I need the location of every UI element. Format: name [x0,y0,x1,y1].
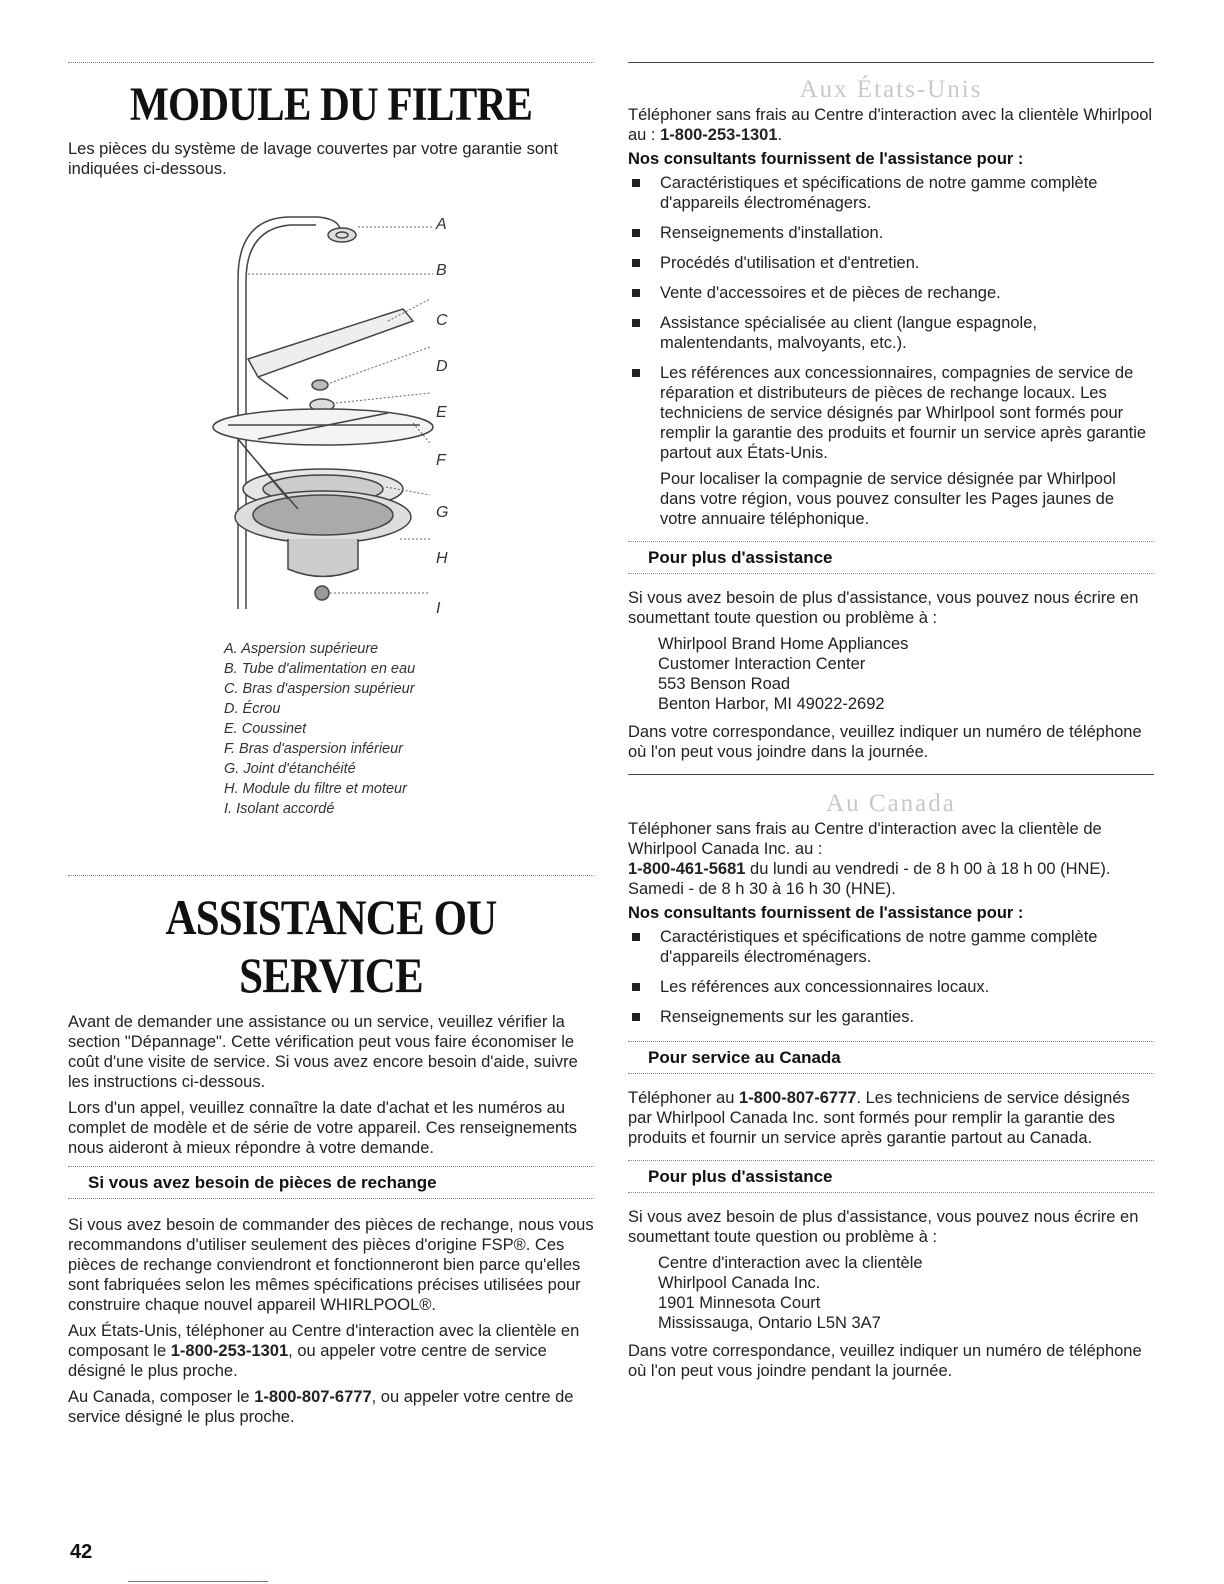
diagram-letter: E [436,404,447,421]
ca-service-heading: Pour service au Canada [648,1048,841,1067]
assistance-title: ASSISTANCE OU SERVICE [165,889,497,1003]
divider [628,1073,1154,1074]
address-line: Centre d'interaction avec la clientèle [658,1254,923,1272]
phone-number: 1-800-461-5681 [628,860,746,878]
ca-consult-heading: Nos consultants fournissent de l'assistance pour : [628,904,1024,922]
dishwasher-parts-illustration [68,199,594,639]
list-item: Caractéristiques et spécifications de notre gamme complète d'appareils électroménagers. [628,927,1154,967]
phone-number: 1-800-807-6777 [254,1388,372,1406]
legend-item: E. Coussinet [224,721,307,737]
assistance-paragraph: Lors d'un appel, veuillez connaître la date d'achat et les numéros au complet de modèle et de série de votre appareil. Ces renseignements nous aideront à mieux répondre à votre demande. [68,1099,578,1157]
divider [68,875,594,876]
legend-item: B. Tube d'alimentation en eau [224,661,416,677]
list-item: Renseignements sur les garanties. [628,1007,1154,1027]
list-item: Les références aux concessionnaires locaux. [628,977,1154,997]
us-intro [628,105,1154,145]
ca-more-paragraph: Si vous avez besoin de plus d'assistance, vous pouvez nous écrire en soumettant toute question ou problème à : [628,1208,1139,1246]
diagram-letter: C [436,312,448,329]
address-line: 553 Benson Road [658,675,791,693]
left-column [68,0,594,1427]
module-title: MODULE DU FILTRE [129,78,533,131]
list-item: Les références aux concessionnaires, compagnies de service de réparation et distributeurs de pièces de rechange locaux. Les techniciens de service désignés par Whirlpool sont formés pour remplir la garantie des produits et fournir un service après garantie partout aux États-Unis. [628,363,1154,463]
list-item: Caractéristiques et spécifications de notre gamme complète d'appareils électroménagers. [628,173,1154,213]
legend-item: D. Écrou [224,701,281,717]
legend-item: A. Aspersion supérieure [224,641,379,657]
us-address [628,634,1154,714]
address-line: 1901 Minnesota Court [658,1294,821,1312]
divider [628,1192,1154,1193]
ca-address [628,1253,1154,1333]
text: Téléphoner au [628,1089,739,1107]
divider [628,573,1154,574]
ca-section-title: Au Canada [826,790,956,817]
page-number: 42 [70,1541,93,1563]
diagram-letter: I [436,600,441,617]
us-section-title: Aux États-Unis [799,76,983,103]
address-line: Whirlpool Canada Inc. [658,1274,821,1292]
diagram-letter: A [436,216,447,233]
legend-item: H. Module du filtre et moteur [224,781,407,797]
parts-paragraph: Si vous avez besoin de commander des pièces de rechange, nous vous recommandons d'utiliser seulement des pièces d'origine FSP®. Ces pièces de rechange conviendront et fonctionneront bien parce qu'elles sont fabriquées selon les mêmes spécifications précises utilisées pour construire chaque nouvel appareil WHIRLPOOL®. [68,1216,594,1314]
phone-number: 1-800-253-1301 [660,126,778,144]
divider [628,62,1154,63]
divider [68,1198,594,1199]
diagram-letter: G [436,504,449,521]
parts-paragraph-ca [68,1387,594,1427]
text: . [777,126,783,144]
ca-service-paragraph [628,1088,1154,1148]
legend-item: I. Isolant accordé [224,801,335,817]
text: du lundi au vendredi - de 8 h 00 à 18 h 00 (HNE). [745,860,1111,878]
list-item: Renseignements d'installation. [628,223,1154,243]
parts-heading: Si vous avez besoin de pièces de rechange [88,1173,437,1192]
text: Téléphoner sans frais au Centre d'interaction avec la clientèle Whirlpool au : [628,106,1153,144]
diagram-letter: D [436,358,448,375]
ca-hours [628,859,1154,879]
us-locate-paragraph: Pour localiser la compagnie de service désignée par Whirlpool dans votre région, vous pouvez consulter les Pages jaunes de votre annuaire téléphonique. [660,470,1116,528]
legend-item: G. Joint d'étanchéité [224,761,356,777]
legend-item: F. Bras d'aspersion inférieur [224,741,404,757]
address-line: Benton Harbor, MI 49022-2692 [658,695,885,713]
text: , ou appeler votre centre de service désigné le plus proche. [68,1342,547,1380]
diagram-letter: B [436,262,447,279]
ca-hours-saturday: Samedi - de 8 h 30 à 16 h 30 (HNE). [628,880,896,898]
us-more-paragraph: Si vous avez besoin de plus d'assistance, vous pouvez nous écrire en soumettant toute question ou problème à : [628,589,1139,627]
ca-correspondence: Dans votre correspondance, veuillez indiquer un numéro de téléphone où l'on peut vous joindre pendant la journée. [628,1342,1142,1380]
us-correspondence: Dans votre correspondance, veuillez indiquer un numéro de téléphone où l'on peut vous joindre dans la journée. [628,723,1142,761]
ca-bullet-list [628,927,1154,1027]
text: Au Canada, composer le [68,1388,255,1406]
right-column [628,0,1154,1381]
ca-intro: Téléphoner sans frais au Centre d'interaction avec la clientèle de Whirlpool Canada Inc. au : [628,820,1102,858]
us-more-heading: Pour plus d'assistance [648,548,833,567]
list-item: Vente d'accessoires et de pièces de rechange. [628,283,1154,303]
filter-module-diagram [68,199,594,639]
divider [68,62,594,63]
text: Aux États-Unis, téléphoner au Centre d'interaction avec la clientèle en composant le [68,1322,580,1360]
legend-item: C. Bras d'aspersion supérieur [224,681,415,697]
us-consult-heading: Nos consultants fournissent de l'assistance pour : [628,150,1024,168]
assistance-paragraph: Avant de demander une assistance ou un service, veuillez vérifier la section "Dépannage". Cette vérification peut vous faire économiser le coût d'une visite de service. Si vous avez encore besoin d'aide, suivre les instructions ci-dessous. [68,1013,578,1091]
diagram-letter: H [436,550,448,567]
list-item: Assistance spécialisée au client (langue espagnole, malentendants, malvoyants, etc.). [628,313,1154,353]
address-line: Mississauga, Ontario L5N 3A7 [658,1314,881,1332]
diagram-letter: F [436,452,446,469]
address-line: Customer Interaction Center [658,655,866,673]
divider [628,774,1154,775]
ca-more-heading: Pour plus d'assistance [648,1167,833,1186]
list-item: Procédés d'utilisation et d'entretien. [628,253,1154,273]
diagram-legend [224,639,594,819]
footer-line [128,1581,268,1582]
address-line: Whirlpool Brand Home Appliances [658,635,909,653]
parts-paragraph-us [68,1321,594,1381]
phone-number: 1-800-807-6777 [739,1089,857,1107]
text: . Les techniciens de service désignés par Whirlpool Canada Inc. sont formés pour remplir la garantie des produits et fournir un service après garantie partout au Canada. [628,1089,1130,1147]
us-bullet-list [628,173,1154,463]
text: , ou appeler votre centre de service désigné le plus proche. [68,1388,574,1426]
module-intro: Les pièces du système de lavage couvertes par votre garantie sont indiquées ci-dessous. [68,140,558,178]
phone-number: 1-800-253-1301 [170,1342,289,1360]
